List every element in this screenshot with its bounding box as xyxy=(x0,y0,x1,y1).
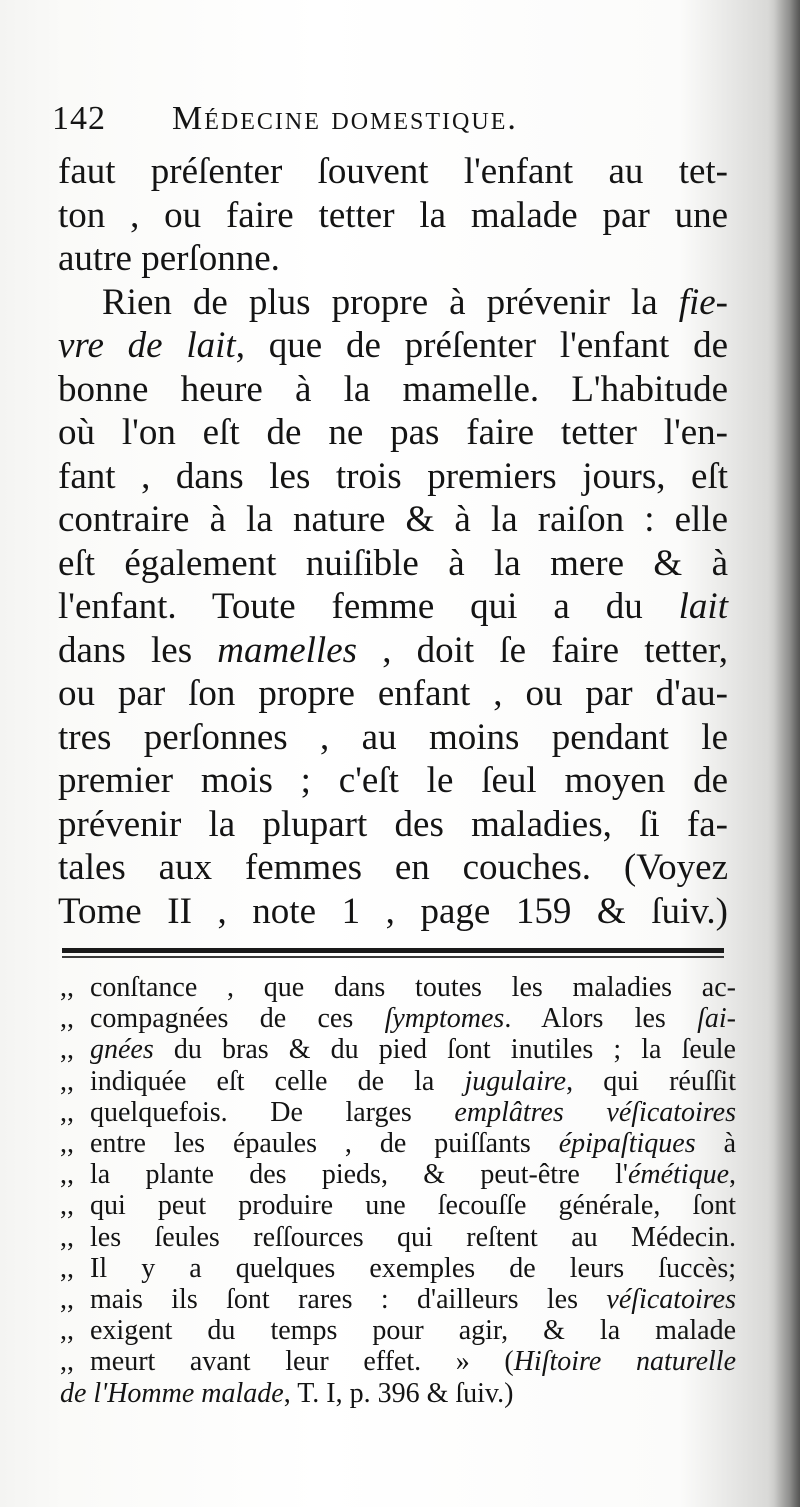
text-line: autre perſonne. xyxy=(58,238,280,279)
text-segment: indiquée eſt celle de la xyxy=(90,1065,465,1097)
footnote-line xyxy=(60,1190,736,1221)
italic-segment: mamelles xyxy=(217,629,358,671)
footnote-line xyxy=(60,1066,736,1097)
quote-mark: ,, xyxy=(60,1315,74,1347)
italic-segment: fie- xyxy=(678,281,728,323)
text-line xyxy=(58,629,728,673)
text-segment: meurt avant leur effet. » ( xyxy=(90,1346,514,1378)
quote-mark: ,, xyxy=(60,1096,74,1128)
italic-segment: Hiſtoire naturelle xyxy=(513,1346,736,1378)
footnote-rule-thin xyxy=(62,956,724,958)
text-line: tres perſonnes , au moins pendant le xyxy=(58,716,728,758)
quote-mark: ,, xyxy=(60,1159,74,1191)
running-title: Médecine domestique. xyxy=(172,100,518,137)
text-line: contraire à la nature & à la raiſon : elle xyxy=(58,499,728,540)
quote-mark: ,, xyxy=(60,1190,74,1222)
text-segment: , qui réuſſit xyxy=(566,1065,736,1097)
text-line: tales aux femmes en couches. (Voyez xyxy=(58,847,728,888)
text-line: eſt également nuiſible à la mere & à xyxy=(58,542,728,584)
quote-mark: ,, xyxy=(60,1221,74,1253)
text-segment: Il y a quelques exemples de leurs ſuccès; xyxy=(90,1252,736,1284)
text-line: fant , dans les trois premiers jours, eſt xyxy=(58,455,728,497)
footnote-line xyxy=(60,1159,736,1190)
text-segment: entre les épaules , de puiſſants xyxy=(90,1128,559,1160)
running-header xyxy=(52,98,732,144)
footnote-line xyxy=(60,1346,736,1377)
main-text xyxy=(58,150,728,933)
text-segment: à xyxy=(695,1128,736,1160)
footnote-line xyxy=(60,1034,736,1065)
italic-segment: ſai- xyxy=(697,1003,736,1035)
text-segment: , que de préſenter l'enfant de xyxy=(235,325,728,366)
text-line: faut préſenter ſouvent l'enfant au tet- xyxy=(58,151,728,192)
text-segment: qui peut produire une ſecouſſe générale, ſont xyxy=(90,1190,736,1222)
text-line: premier mois ; c'eſt le ſeul moyen de xyxy=(58,760,728,801)
quote-mark: ,, xyxy=(60,1284,74,1316)
italic-segment: emplâtres véſicatoires xyxy=(454,1096,736,1128)
italic-segment: de l'Homme malade xyxy=(60,1377,284,1409)
text-line: ton , ou faire tetter la malade par une xyxy=(58,194,728,236)
footnote-line xyxy=(60,1003,736,1034)
footnote-line xyxy=(60,1315,736,1346)
footnote-line xyxy=(60,1253,736,1284)
italic-segment: ſymptomes xyxy=(384,1003,505,1035)
text-segment: les ſeules reſſources qui reſtent au Médecin. xyxy=(90,1221,736,1253)
footnote-line xyxy=(60,1128,736,1159)
italic-segment: épipaſtiques xyxy=(558,1128,696,1160)
page-edge-shadow xyxy=(774,0,800,1507)
text-line: prévenir la plupart des maladies, ſi fa- xyxy=(58,803,728,845)
text-segment: , T. I, p. 396 & ſuiv.) xyxy=(283,1377,514,1409)
text-segment: Rien de plus propre à prévenir la xyxy=(102,281,679,323)
text-segment: dans les xyxy=(58,629,218,671)
quote-mark: ,, xyxy=(60,972,74,1003)
footnote-line xyxy=(60,1222,736,1253)
text-segment: , doit ſe faire tetter, xyxy=(357,629,728,671)
text-line: où l'on eſt de ne pas faire tetter l'en- xyxy=(58,412,728,453)
text-segment: exigent du temps pour agir, & la malade xyxy=(90,1315,736,1347)
text-segment: quelquefois. De larges xyxy=(90,1096,455,1128)
text-segment: mais ils ſont rares : d'ailleurs les xyxy=(90,1284,607,1316)
footnote-line xyxy=(60,1378,736,1409)
text-segment: l'enfant. Toute femme qui a du xyxy=(58,586,679,627)
footnote-line xyxy=(60,1284,736,1315)
text-line: Tome II , note 1 , page 159 & ſuiv.) xyxy=(58,890,728,932)
quote-mark: ,, xyxy=(60,1065,74,1097)
text-line: ou par ſon propre enfant , ou par d'au- xyxy=(58,673,728,714)
text-line: bonne heure à la mamelle. L'habitude xyxy=(58,368,728,410)
italic-segment: émétique xyxy=(627,1159,729,1191)
text-line xyxy=(58,324,728,368)
text-segment: . Alors les xyxy=(504,1003,698,1035)
italic-segment: véſicatoires xyxy=(606,1284,736,1316)
italic-segment: jugulaire xyxy=(464,1065,567,1097)
text-segment: compagnées de ces xyxy=(90,1003,385,1035)
text-segment: , xyxy=(729,1159,736,1191)
quote-mark: ,, xyxy=(60,1252,74,1284)
quote-mark: ,, xyxy=(60,1034,74,1066)
quote-mark: ,, xyxy=(60,1128,74,1160)
footnote xyxy=(60,972,736,1409)
text-segment: la plante des pieds, & peut-être l' xyxy=(90,1159,628,1191)
quote-mark: ,, xyxy=(60,1346,74,1378)
footnote-line xyxy=(60,972,736,1003)
italic-segment: vre de lait xyxy=(58,325,236,366)
text-segment: conſtance , que dans toutes les maladies ac- xyxy=(90,972,736,1003)
page-number: 142 xyxy=(52,100,106,137)
text-line xyxy=(58,281,728,325)
italic-segment: gnées xyxy=(90,1034,154,1066)
footnote-line xyxy=(60,1097,736,1128)
text-line xyxy=(58,585,728,629)
italic-segment: lait xyxy=(678,586,728,627)
text-segment: du bras & du pied ſont inutiles ; la ſeule xyxy=(153,1034,736,1066)
footnote-rule xyxy=(62,948,724,953)
quote-mark: ,, xyxy=(60,1003,74,1035)
